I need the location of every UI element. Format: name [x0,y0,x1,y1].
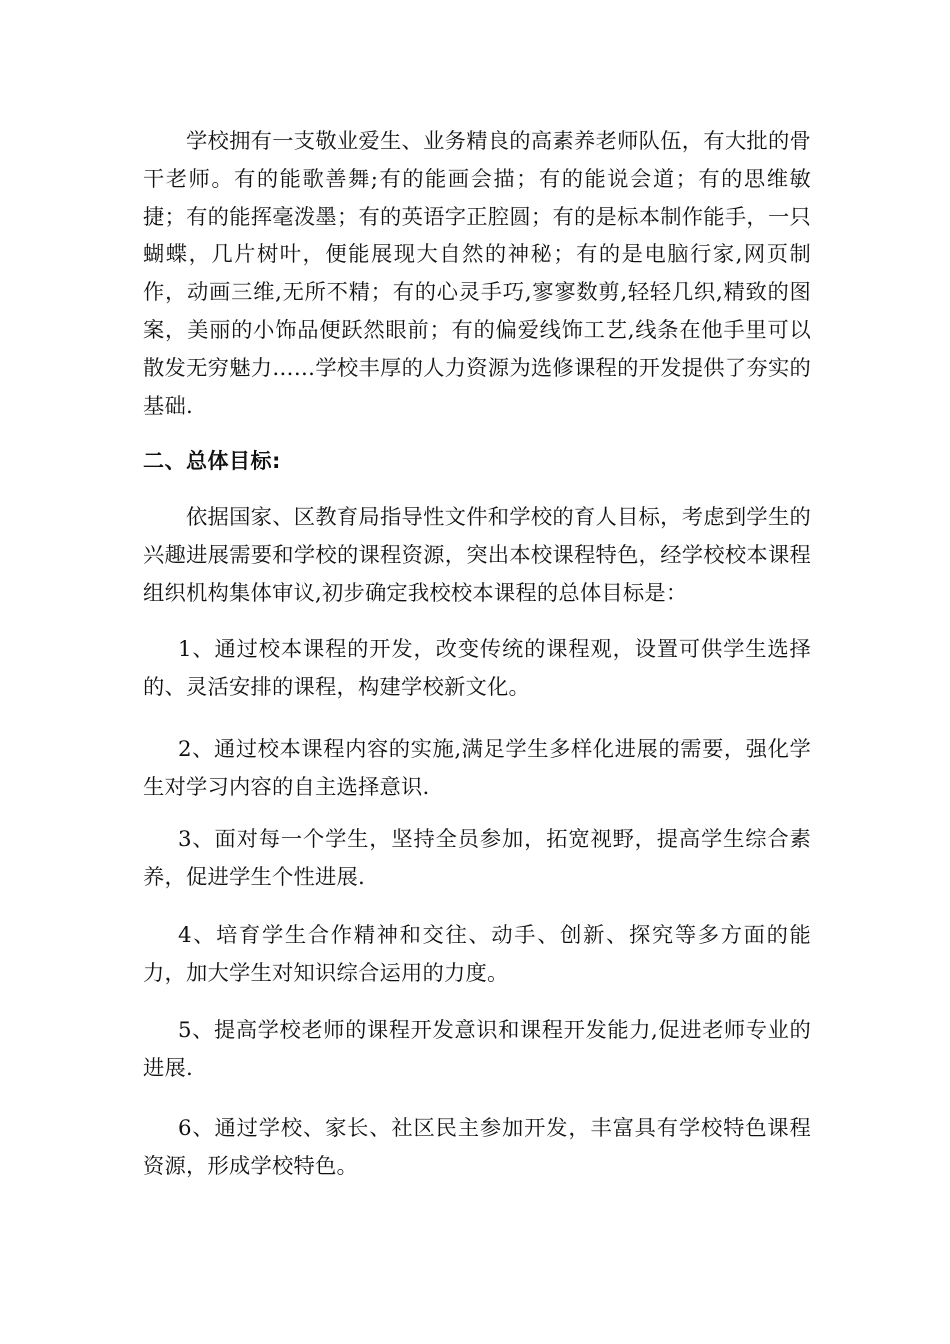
basis-paragraph: 依据国家、区教育局指导性文件和学校的育人目标，考虑到学生的兴趣进展需要和学校的课程资源，突出本校课程特色，经学校校本课程组织机构集体审议,初步确定我校校本课程的总体目标是： [143,505,811,606]
goal-item-4: 4、培育学生合作精神和交往、动手、创新、探究等多方面的能力，加大学生对知识综合运用的力度。 [143,923,811,986]
goal-item-2: 2、通过校本课程内容的实施,满足学生多样化进展的需要，强化学生对学习内容的自主选择意识. [143,737,811,800]
goal-item-3: 3、面对每一个学生，坚持全员参加，拓宽视野，提高学生综合素养，促进学生个性进展. [143,827,811,890]
intro-paragraph: 学校拥有一支敬业爱生、业务精良的高素养老师队伍，有大批的骨干老师。有的能歌善舞;有的能画会描；有的能说会道；有的思维敏捷；有的能挥毫泼墨；有的英语字正腔圆；有的是标本制作能手，一只蝴蝶，几片树叶，便能展现大自然的神秘；有的是电脑行家,网页制作，动画三维,无所不精；有的心灵手巧,寥寥数剪,轻轻几织,精致的图案，美丽的小饰品便跃然眼前；有的偏爱线饰工艺,线条在他手里可以散发无穷魅力……学校丰厚的人力资源为选修课程的开发提供了夯实的基础. [143,129,811,419]
goal-item-5: 5、提高学校老师的课程开发意识和课程开发能力,促进老师专业的进展. [143,1018,811,1081]
goal-item-6: 6、通过学校、家长、社区民主参加开发，丰富具有学校特色课程资源，形成学校特色。 [143,1116,811,1179]
goal-item-1: 1、通过校本课程的开发，改变传统的课程观，设置可供学生选择的、灵活安排的课程，构建学校新文化。 [143,637,811,700]
section-heading: 二、总体目标: [143,449,281,473]
